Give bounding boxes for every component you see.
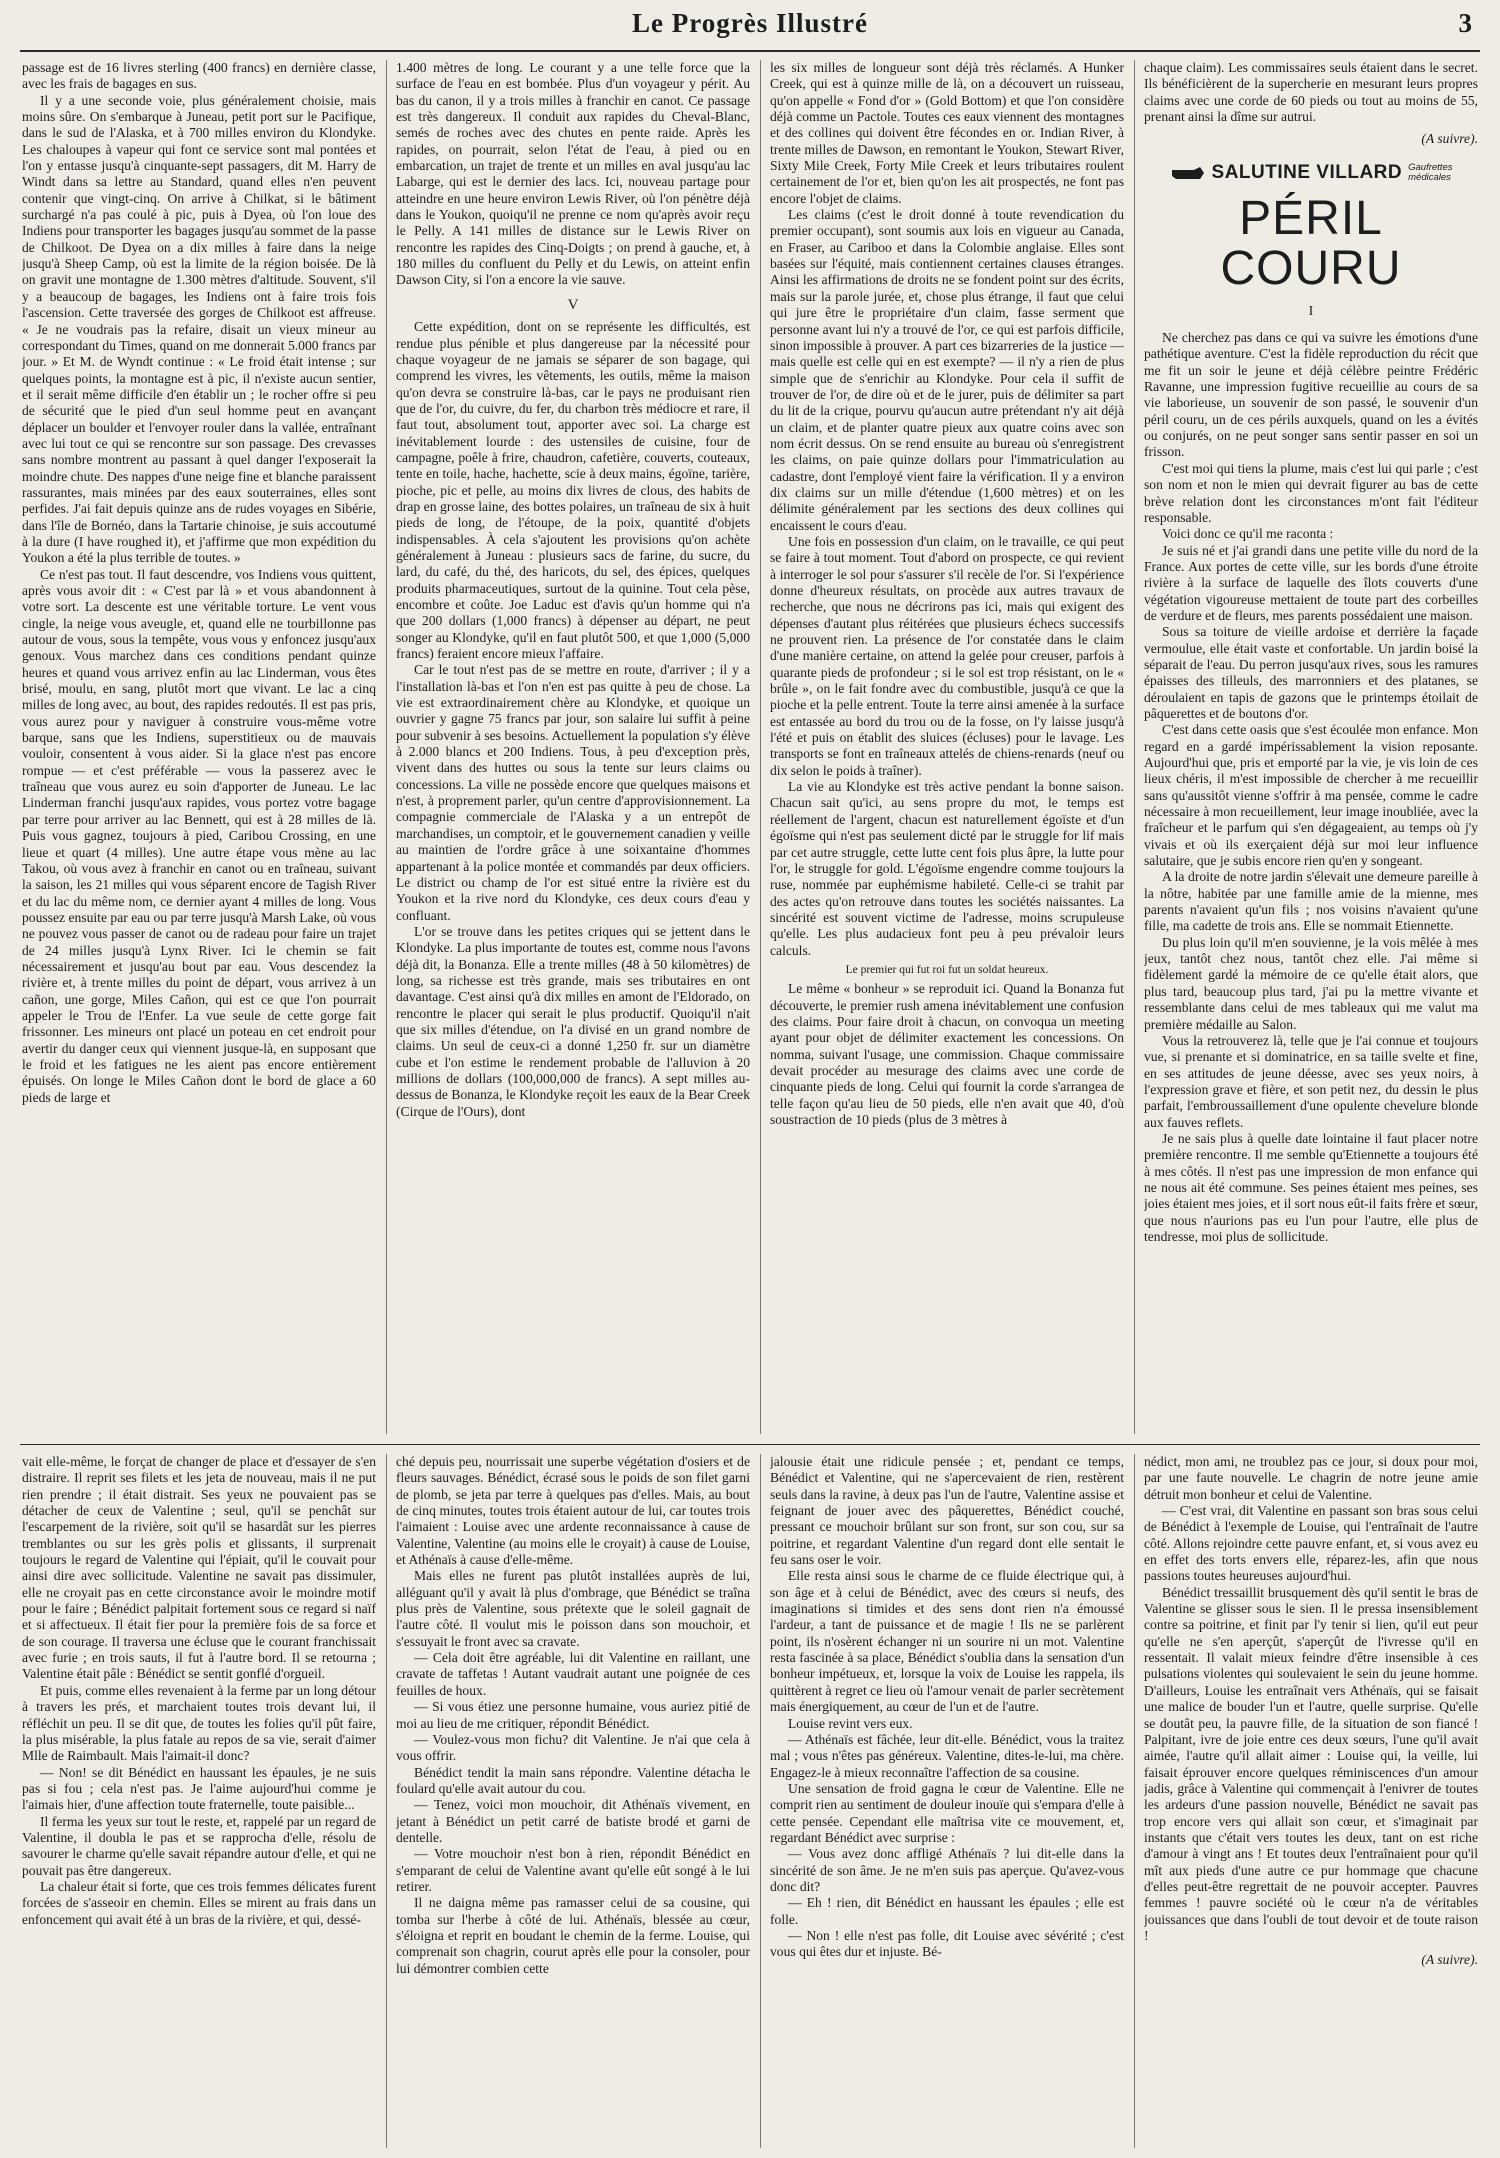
paragraph: Une fois en possession d'un claim, on le travaille, ce qui peut se faire à tout moment. Tout d'abord on prospecte, ce qui revient à interroger le sol pour s'assurer s'il recèle de l'or. Si l'expérience donne d'heureux résultats, on procède aux autres travaux de recherche, que nous ne décrirons pas ici, mais qui exigent des dépenses d'autant plus réitérées que plusieurs échecs successifs ne prouvent rien. La présence de l'or constatée dans le claim d'une manière certaine, on attend la gelée pour creuser, parfois à quarante pieds de profondeur ; si le sol est trop résistant, on le « brûle », on le fait fondre avec du combustible, jusqu'à ce que la pioche et la pelle entrent. Toute la terre ainsi amenée à la surface est entassée au bord du trou ou de la fosse, on l'y laisse jusqu'à l'été et puis on établit des sluices (écluses) pour le lavage. Les transports se font en traîneaux attelés de chiens-renards (neuf ou dix selon le poids à traîner). [770,533,1124,778]
paragraph: Voici donc ce qu'il me raconta : [1162,526,1334,542]
paragraph: — Eh ! rien, dit Bénédict en haussant les épaules ; elle est folle. [770,1895,1124,1927]
serial-column-4 [1144,1454,1478,2148]
article-column-2 [396,60,750,1434]
chapter-number: I [1308,303,1314,319]
ad-tagline: Gaufrettes médicales [1408,161,1453,183]
paragraph: — Cela doit être agréable, lui dit Valentine en raillant, une cravate de taffetas ! Autant vaudrait autant une poignée de ces feuilles de houx. [396,1650,750,1698]
article-conclusion [1144,60,1478,125]
paragraph: Bénédict tendit la main sans répondre. Valentine détacha le foulard qu'elle avait autour du cou. [396,1764,750,1796]
paragraph: — Tenez, voici mon mouchoir, dit Athénaïs vivement, en jetant à Bénédict un petit carré de batiste brodé et garni de dentelle. [396,1797,750,1845]
paragraph: — Athénaïs est fâchée, leur dit-elle. Bénédict, vous la traitez mal ; vous n'êtes pas généreux. Valentine, dites-le-lui, ma chère. Engagez-le à mieux reconnaître l'affection de sa cousine. [770,1731,1124,1780]
paragraph: Louise revint vers eux. [788,1715,913,1731]
paragraph: Et puis, comme elles revenaient à la ferme par un long détour à travers les prés, et marchaient toutes trois devant lui, il réfléchit un peu. Il se dit que, de toutes les folies qu'il pût faire, la plus misérable, la plus fatale au repos de sa vie, serait d'aimer Mlle de Raimbault. Mais l'aimait-il donc? [22,1682,376,1764]
section-heading: V [567,296,579,313]
article-column-4 [1144,60,1478,1434]
article-column-3 [770,60,1124,1434]
column-divider [386,1454,387,2148]
ad-brand: SALUTINE VILLARD [1211,161,1403,183]
paragraph: C'est moi qui tiens la plume, mais c'est lui qui parle ; c'est son nom et non le mien qui devrait figurer au bas de cette brève relation dont les circonstances m'ont fait l'éditeur responsable. [1144,460,1478,525]
serial-column-3 [770,1454,1124,2148]
paragraph: Il ne daigna même pas ramasser celui de sa cousine, qui tomba sur l'herbe à côté de lui. Athénaïs, blessée au cœur, s'éloigna et reprit en boudant le chemin de la ferme. Louise, qui comprenait son chagrin, courut après elle pour la consoler, pour lui démontrer combien cette [396,1895,750,1976]
paragraph: Ne cherchez pas dans ce qui va suivre les émotions d'une pathétique aventure. C'est la fidèle reproduction du récit que me fit un soir le jeune et déjà célèbre peintre Frédéric Ravanne, une impression fugitive recueillie au cours de sa vie laborieuse, un souvenir de son passé, le souvenir d'un péril couru, un de ces périls auxquels, quand on les a évités ou conjurés, on ne peut songer sans sentir passer en soi un frisson. [1144,330,1478,460]
page-number: 3 [1458,8,1472,38]
paragraph: Une sensation de froid gagna le cœur de Valentine. Elle ne comprit rien au sentiment de douleur inouïe qui s'empara d'elle à cette pensée. Cependant elle maîtrisa vite ce mouvement, et, regardant Bénédict avec surprise : [770,1780,1124,1845]
paragraph: ché depuis peu, nourrissait une superbe végétation d'osiers et de fleurs sauvages. Bénédict, écrasé sous le poids de son filet garni de plomb, se jeta par terre à quelques pas d'elles. Mais, au bout de cinq minutes, toutes trois étaient autour de lui, car toutes trois l'aimaient : Louise avec une ardente reconnaissance à cause de Valentine, Valentine (au moins elle le croyait) à cause de Louise, et Athénaïs à cause d'elle-même. [396,1454,750,1568]
paragraph: Cette expédition, dont on se représente les difficultés, est rendue plus pénible et plus dangereuse par la nécessité pour chaque voyageur de ne jamais se séparer de son bagage, qui comprend les vivres, les vêtements, les outils, même la maison qu'on devra se construire là-bas, car le pays ne produisant rien que de l'or, du cuivre, du fer, du charbon très médiocre et rare, il faut tout, absolument tout, apporter avec soi. La charge est inévitablement lourde : des ustensiles de cuisine, four de campagne, poêle à frire, chaudron, cafetière, couverts, couteaux, tente en toile, hache, hachette, scie à deux mains, égoïne, tarière, pioche, pic et pelle, au moins dix livres de clous, des habits de drap en grosse laine, des bottes polaires, un traîneau de six à huit pieds de long, de l'étoupe, de la poix, quantité d'objets indispensables. À cela s'ajoutent les provisions qu'on achète généralement à Juneau : plusieurs sacs de farine, du sucre, du lard, du café, du thé, des haricots, du sel, des épices, quelques produits pharmaceutiques, surtout de la quinine. Tout cela pèse, encombre et coûte. Joe Laduc est d'avis qu'un homme qui n'a que 200 dollars (1,000 francs) à dépenser au départ, ne peut songer au Klondyke, qu'il en faut plutôt 500, et que 1,000 (5,000 francs) feraient encore mieux l'affaire. [396,319,750,662]
paragraph: Il ferma les yeux sur tout le reste, et, rappelé par un regard de Valentine, il doubla le pas et se rapprocha d'elle, résolu de savourer le charme qu'elle savait répandre autour d'elle, et qui ne pouvait pas être dangereux. [22,1813,376,1878]
column-divider [760,1454,761,2148]
paragraph: — Non ! elle n'est pas folle, dit Louise avec sévérité ; c'est vous qui êtes dur et injuste. Bé- [770,1927,1124,1960]
paragraph: — Votre mouchoir n'est bon à rien, répondit Bénédict en s'emparant de celui de Valentine avant qu'elle eût songé à le lui retirer. [396,1846,750,1894]
paragraph: Sous sa toiture de vieille ardoise et derrière la façade vermoulue, elle était vaste et confortable. Un jardin boisé la séparait de l'eau. Du perron jusqu'aux rives, sous les ramures épaisses des tilleuls, des marronniers et des platanes, se déroulaient en tapis de gazons que le printemps étoilait de pâquerettes et de boutons d'or. [1144,624,1478,721]
paragraph: — Si vous étiez une personne humaine, vous auriez pitié de moi au lieu de me critiquer, répondit Bénédict. [396,1699,750,1731]
paragraph: Je ne sais plus à quelle date lointaine il faut placer notre première rencontre. Il me semble qu'Etiennette a toujours été à mes côtés. Il n'est pas une impression de mon enfance qui ne nous ait été commune. Ses peines étaient mes peines, ses joies étaient mes joies, et il sort nous eût-il faits frère et sœur, que nous n'aurions pas eu l'un pour l'autre, elle plus de tendresse, moi plus de sollicitude. [1144,1130,1478,1244]
paragraph: L'or se trouve dans les petites criques qui se jettent dans le Klondyke. La plus importante de toutes est, comme nous l'avons déjà dit, la Bonanza. Elle a trente milles (48 à 50 kilomètres) de long, sa richesse est très grande, mais ses tributaires en ont davantage. C'est ainsi qu'à dix milles en amont de l'Eldorado, on rencontre le placer qui serait le plus productif. Quoiqu'il n'ait que six milles d'étendue, on l'a divisé en un grand nombre de claims. Un seul de ceux-ci a donné 1,250 fr. sur un diamètre cube et l'on estime le rendement probable de l'alluvion à 20 millions de dollars (100,000,000 de francs). A sept milles au-dessus de Bonanza, le Klondyke reçoit les eaux de la Bear Creek (Cirque de l'Ours), dont [396,923,750,1119]
column-divider [1134,1454,1135,2148]
masthead-title: Le Progrès Illustré [632,8,868,38]
paragraph: chaque claim). Les commissaires seuls étaient dans le secret. Ils bénéficièrent de la supercherie en mesurant leurs propres claims avec une corde de 60 pieds ou tout au moins de 55, prenant ainsi la dîme sur autrui. [1144,60,1478,125]
paragraph: Vous la retrouverez là, telle que je l'ai connue et toujours vue, si prenante et si dominatrice, en sa taille svelte et fine, en ses attitudes de jeune déesse, avec ses yeux noirs, à l'expression grave et fière, et son petit nez, du dessin le plus parfait, l'embroussaillement d'une opulente chevelure blonde aux fauves reflets. [1144,1032,1478,1130]
paragraph: — C'est vrai, dit Valentine en passant son bras sous celui de Bénédict à l'exemple de Louise, qui l'entraînait de l'autre côté. Allons rejoindre cette pauvre enfant, et, si vous avez eu en effet des torts envers elle, réparez-les, afin que nous passions toutes heureuses aujourd'hui. [1144,1503,1478,1584]
section-rule [20,1444,1480,1445]
serial-column-2 [396,1454,750,2148]
paragraph: La chaleur était si forte, que ces trois femmes délicates furent forcées de s'asseoir en chemin. Elles se mirent au frais dans un enfoncement qui avait été à un bras de la rivière, et qui, dessé- [22,1878,376,1927]
paragraph: Du plus loin qu'il m'en souvienne, je la vois mêlée à mes jeux, tantôt chez nous, tantôt chez elle. J'ai même si fidèlement gardé la mémoire de ce qu'elle était alors, que plus tard, beaucoup plus tard, j'ai pu la mettre vivante et ressemblante dans celui de mes tableaux qui me valut ma première médaille au Salon. [1144,934,1478,1032]
paragraph: Il y a une seconde voie, plus généralement choisie, mais moins sûre. On s'embarque à Juneau, petit port sur le Pacifique, dans le sud de l'Alaska, et à 700 milles environ du Klondyke. Les chaloupes à vapeur qui font ce service sont mal pontées et l'on y entasse jusqu'à cinquante-sept passagers, dit M. Harry de Windt dans sa lettre au Standard, quand elles n'en peuvent contenir que vingt-cinq. On arrive à Chilkat, si le bâtiment surchargé n'a pas coulé à pic, puis à Dyea, où l'on loue des Indiens pour transporter les bagages jusqu'au sommet de la passe de Chilkoot. De Dyea on a dix milles à faire dans la neige jusqu'à Sheep Camp, où est la limite de la région boisée. De là on gravit une montagne de 1.300 mètres d'altitude. Souvent, s'il y a beaucoup de bagages, les Indiens ont à faire trois fois l'ascension. Cette traversée des gorges de Chilkoot est affreuse. « Je ne voudrais pas la refaire, disait un vieux mineur au correspondant du Times, quand on me donnerait 5.000 francs par jour. » Et M. de Wyndt continue : « Le froid était intense ; sur quelques points, la montagne est à pic, il n'existe aucun sentier, et il serait même difficile d'en établir un ; le rocher offre si peu de sécurité que le pied d'un seul homme peut en avançant déplacer un boulder et l'envoyer rouler dans la vallée, entraînant avec lui tout ce qui se rencontre sur son passage. Des crevasses sans nombre montrent au passant à quel danger l'exposerait la moindre chute. Des nappes d'une neige fine et blanche paraissent rassurantes, mais minées par des eaux souterraines, elles sont perfides. J'ai fait depuis quinze ans de rudes voyages en Sibérie, dans l'île de Bornéo, dans la Tartarie chinoise, je suis accoutumé à la dure (I have roughed it), et j'affirme que mon expédition du Youkon a été la plus terrible de toutes. » [22,92,376,566]
paragraph: Elle resta ainsi sous le charme de ce fluide électrique qui, à son âge et à celui de Bénédict, avec des cœurs si neufs, des imaginations si timides et des sens dont rien n'a émoussé l'ardeur, a tant de puissance et de magie ! Ils ne se parlèrent point, ils n'osèrent échanger ni un sourire ni un mot. Valentine resta fascinée à sa place, Bénédict s'oublia dans la sensation d'un bonheur impétueux, et, lorsque la voix de Louise les rappela, ils quittèrent à regret ce lieu où l'amour venait de parler secrètement mais énergiquement, au cœur de l'un et de l'autre. [770,1568,1124,1715]
paragraph: jalousie était une ridicule pensée ; et, pendant ce temps, Bénédict et Valentine, qui ne s'apercevaient de rien, restèrent seuls dans la ravine, à deux pas l'un de l'autre, Valentine assise et feignant de jouer avec des pâquerettes, Bénédict couché, pressant ce mouchoir brûlant sur son front, sur son cou, sur sa poitrine, et regardant Valentine d'un regard dont elle sentait le feu sans oser le voir. [770,1454,1124,1568]
article-column-1 [22,60,376,1434]
column-divider [386,60,387,1434]
story-text [1144,330,1478,1245]
advertisement [1144,158,1478,188]
masthead [20,0,1480,44]
paragraph: passage est de 16 livres sterling (400 francs) en dernière classe, avec les frais de bagages en sus. [22,60,376,92]
column-divider [1134,60,1135,1434]
serial-text [1144,1454,1478,1944]
pointing-hand-icon [1170,164,1206,182]
paragraph: nédict, mon ami, ne troublez pas ce jour, si doux pour moi, par une faute nouvelle. Le chagrin de notre jeune amie détruit mon bonheur et celui de Valentine. [1144,1454,1478,1502]
paragraph: Le même « bonheur » se reproduit ici. Quand la Bonanza fut découverte, le premier rush amena inévitablement une confusion des claims. Pour faire droit à chacun, on convoqua un meeting ayant pour objet de délimiter exactement les concessions. On nomma, suivant l'usage, une commission. Chaque commissaire devait procéder au mesurage des claims avec une corde de cinquante pieds de long. Celui qui fournit la corde s'arrangea de telle façon qu'au lieu de 50 pieds, elle n'en avait que 40, d'où soustraction de 10 pieds (plus de 3 mètres à [770,981,1124,1127]
paragraph: Bénédict tressaillit brusquement dès qu'il sentit le bras de Valentine se glisser sous le sien. Il le pressa insensiblement contre sa poitrine, et finit par l'y tenir si lien, qu'il eut peur qu'elle ne s'en aperçût, s'aperçût de l'ivresse qu'il en ressentait. Il valait mieux feindre d'être insensible à ces pulsations violentes qui soulevaient le sein du jeune homme. D'ailleurs, Louise les entraînait vers Athénaïs, qui se faisait une malice de bouder l'un et l'autre, quelle surprise. Qu'elle se doutât peu, la pauvre fille, de la situation de son fiancé ! Palpitant, ivre de joie entre ces deux sœurs, l'une qu'il avait aimée, l'autre qu'il allait aimer : Louise qui, la veille, lui faisait éprouver encore quelques réminiscences d'un amour jadis, grâce à Valentine qui commençait à l'enivrer de toutes les ardeurs d'une passion nouvelle, Bénédict ne savait pas trop encore vers qui allait son cœur, et s'imaginait par instants que c'était vers toutes les deux, tant on est riche d'amour à vingt ans ! Et toutes deux l'entraînaient pour qu'il mît aux pieds d'une autre ce pur hommage que chacune d'elles peut-être regrettait de ne pouvoir accepter. Pauvres femmes ! pauvre société où le cœur n'a de véritables jouissances que dans l'oubli de tout devoir et de toute raison ! [1144,1584,1478,1943]
paragraph: Mais elles ne furent pas plutôt installées auprès de lui, alléguant qu'il y avait là plus d'ombrage, que Bénédict se traîna plus près de Valentine, sous prétexte que le soleil gagnait de l'autre côté. Il voulut mis le poisson dans son mouchoir, et s'essuyait le front avec sa cravate. [396,1568,750,1649]
paragraph: — Voulez-vous mon fichu? dit Valentine. Je n'ai que cela à vous offrir. [396,1731,750,1764]
paragraph: Je suis né et j'ai grandi dans une petite ville du nord de la France. Aux portes de cette ville, sur les bords d'une étroite rivière à la surface de laquelle des îlots couverts d'une végétation vigoureuse mettaient de toute part des corbeilles de verdure et de fleurs, mes parents possédaient une maison. [1144,542,1478,623]
masthead-rule [20,50,1480,52]
serial-column-1 [22,1454,376,2148]
paragraph: Les claims (c'est le droit donné à toute revendication du premier occupant), sont soumis aux lois en vigueur au Canada, en Fraser, au Cariboo et dans la Colombie anglaise. Elles sont basées sur l'équité, mais contiennent certaines clauses étranges. Ainsi les affirmations de droits ne se fondent point sur des écrits, mais sur la parole jurée, et, chose plus étrange, il faut que celui qui jure être le propriétaire d'un claim, fasse serment que personne avant lui n'y a trouvé de l'or, ce qui est parfois difficile, sinon impossible à prouver. A part ces bizarreries de la justice — mais quelle est celle qui en est exempte? — il n'y a rien de plus simple que de s'enrichir au Klondyke. Pour cela il suffit de trouver de l'or, de dire où et de le jurer, puis de délimiter sa part du lit de la crique, pourvu qu'aucun autre prétendant n'y ait déjà un claim, et de planter quatre pieux aux quatre coins avec son nom écrit dessus. On se rend ensuite au bureau où s'enregistrent les claims, on paie quinze dollars pour l'immatriculation au cadastre, dont l'employé vient faire la vérification. Il y a environ dix claims sur un mille d'étendue (1,600 mètres) et on les délimite généralement par les sections des deux collines qui encaissent le cours d'eau. [770,207,1124,533]
paragraph: vait elle-même, le forçat de changer de place et d'essayer de s'en distraire. Il reprit ses filets et les jeta de nouveau, mais il ne put rien prendre ; il était distrait. Ses yeux ne pouvaient pas se détacher de ceux de Valentine ; seul, qu'il se penchât sur l'escarpement de la rivière, soit qu'il se hasardât sur les pierres tremblantes ou sur les grès polis et glissants, il surprenait toujours le regard de Valentine qui l'épiait, qu'il le couvait pour ainsi dire avec sollicitude. Valentine ne savait pas dissimuler, elle ne croyait pas en cette circonstance avoir le moindre motif pour le faire ; Bénédict palpitait fortement sous ce regard si naïf et si affectueux. Il était fier pour la première fois de sa force et de son courage. Il traversa une écluse que le courant franchissait avec furie ; en trois sauts, il fut à l'autre bord. Il se retourna ; Valentine était pâle : Bénédict se sentit gonflé d'orgueil. [22,1454,376,1682]
paragraph: Car le tout n'est pas de se mettre en route, d'arriver ; il y a l'installation là-bas et l'on n'en est pas quitte à peu de chose. La vie est extraordinairement chère au Klondyke, et quoique un ouvrier y gagne 75 francs par jour, son salaire lui suffit à peine pour subvenir à ses besoins. Actuellement la population s'y élève à 2.000 blancs et 200 Indiens. Tous, à peu d'exception près, vivent dans des huttes ou sous la tente sur leurs claims ou concessions. La ville ne possède encore que quelques maisons et n'est, à proprement parler, qu'un centre d'approvisionnement. La compagnie commerciale de l'Alaska y a un entrepôt de marchandises, un comptoir, et le gouvernement canadien y veille au maintien de l'ordre grâce à une soixantaine d'hommes appartenant à la police montée et commandés par deux officiers. Le district ou champ de l'or est situé entre la rivière est du Youkon et la rive nord du Klondyke, ces deux cours d'eau y confluant. [396,662,750,923]
paragraph: — Vous avez donc affligé Athénaïs ? lui dit-elle dans la sincérité de son âme. Je ne m'en suis pas aperçue. Qu'avez-vous donc dit? [770,1846,1124,1894]
to-be-continued: (A suivre). [1421,1952,1478,1968]
paragraph: La vie au Klondyke est très active pendant la bonne saison. Chacun sait qu'ici, au sens propre du mot, le temps est réellement de l'argent, chacun est naturellement égoïste et d'un égoïsme qui n'est pas seulement dicté par le struggle for lif mais par cet autre struggle, cette lutte cent fois plus âpre, la lutte pour l'or, le struggle for gold. L'égoïsme engendre comme toujours la ruse, nommée par euphémisme habileté. Celle-ci se trahit par des actes qu'on retrouve dans toutes les sociétés naissantes. La sincérité est souvent victime de l'adresse, moins scrupuleuse qu'elle. Les plus audacieux font peu à peu prévaloir leurs calculs. [770,779,1124,958]
paragraph: — Non! se dit Bénédict en haussant les épaules, je ne suis pas si fou ; cela n'est pas. Je l'aime aujourd'hui comme je l'aimais hier, d'une affection toute fraternelle, toute paisible... [22,1764,376,1813]
paragraph: les six milles de longueur sont déjà très réclamés. A Hunker Creek, qui est à quinze mille de là, on a découvert un ruisseau, qu'on appelle « Fond d'or » (Gold Bottom) et que l'on considère déjà comme un Pactole. Toutes ces eaux viennent des montagnes et des collines qui doivent être fécondes en or. Indian River, à trente milles de Dawson, en remontant le Youkon, Stewart River, Sixty Mile Creek, Forty Mile Creek et leurs tributaires roulent certainement de l'or et, bien qu'on les ait prospectés, ne font pas encore l'objet de claims. [770,60,1124,206]
paragraph: Ce n'est pas tout. Il faut descendre, vos Indiens vous quittent, après vous avoir dit : « C'est par là » et vous abandonnent à votre sort. La descente est une véritable torture. Le vent vous cingle, la neige vous aveugle, et, quand elle ne tourbillonne pas autour de vous, sous la tempête, vous vous y enfoncez jusqu'aux genoux. Vous marchez dans ces conditions pendant quinze heures et quand vous arrivez enfin au lac Linderman, vous êtes brisé, moulu, en sang, plutôt mort que vivant. Le lac a cinq milles de long avec, au bout, des rapides redoutés. Il est pas pris, vous aurez pour y naviguer à construire vous-même votre barque, sans que les Indiens, superstitieux ou de mauvais vouloir, consentent à vous aider. Si la glace n'est pas encore rompue — et c'est préférable — vous la passerez avec le traîneau que vous aurez eu soin d'apporter de Juneau. Le lac Linderman franchi jusqu'aux rapides, vous portez votre bagage par terre pour arriver au lac Bennett, qui est à 28 milles de là. Puis vous gagnez, toujours à pied, Caribou Crossing, en une lieue et quart (4 milles). Une autre étape vous mène au lac Takou, où vous avez à franchir en canot ou en traîneau, suivant la saison, les 21 milles qui vous séparent encore de Tagish River et du lac du même nom, ce dernier ayant 4 milles de long. Vous poussez ensuite par eau ou par terre jusqu'à Marsh Lake, où vous ne pouvez vous passer de canot ou de radeau pour faire un trajet de 24 milles jusqu'à Lynx River. Ici le chemin se fait nécessairement et jusqu'au bout par eau. Vous descendez la rivière et, à trente milles du point de départ, vous arrivez à un cañon, une gorge, Miles Cañon, qui est ce que l'on pourrait appeler le Trou de l'Enfer. La vue seule de cette gorge fait frissonner. Les mineurs ont placé un poteau en cet endroit pour avertir du danger ceux qui viennent jusque-là, en supposant que le froid et les fatigues ne les aient pas encore entièrement épuisés. On longe le Miles Cañon dont le bord de glace a 60 pieds de large et [22,566,376,1105]
story-title: PÉRIL COURU [1220,191,1402,295]
to-be-continued: (A suivre). [1421,131,1478,147]
paragraph: 1.400 mètres de long. Le courant y a une telle force que la surface de l'eau en est bombée. Plus d'un voyageur y périt. Au bas du canon, il y a trois milles à franchir en canot. Ce passage est très dangereux. Il conduit aux rapides du Cheval-Blanc, semés de roches avec des chutes en pente raide. Après les rapides, on pourrait, selon l'état de l'eau, à pied ou en embarcation, un trajet de trente et un milles en aval jusqu'au lac Labarge, qui est le dernier des lacs. Ici, nouveau partage pour atteindre en une heure environ Lewis River, où l'on pénètre déjà dans le Youkon, quoiqu'il ne prenne ce nom qu'après avoir reçu le Pelly. A 141 milles de distance sur le Lewis River on rencontre les rapides des Cinq-Doigts ; on prend à gauche, et, à 180 milles du confluent du Pelly et du Lewis, on atteint enfin Dawson City, si l'on a encore la vie sauve. [396,60,750,288]
paragraph: C'est dans cette oasis que s'est écoulée mon enfance. Mon regard en a gardé impérissablement la vision reposante. Aujourd'hui que, pris et emporté par la vie, je vis loin de ces lieux chéris, il m'est impossible de chercher à me recueillir sans qu'aussitôt vienne s'offrir à ma pensée, comme le cadre nécessaire à mon recueillement, leur image inoubliée, avec la fraîcheur et le parfum qui s'en dégageaient, au temps où j'y vivais et où ils exerçaient déjà sur moi leur influence salutaire, que je subis encore rien qu'en y songeant. [1144,722,1478,869]
paragraph: A la droite de notre jardin s'élevait une demeure pareille à la nôtre, habitée par une famille amie de la mienne, mes parents n'avaient qu'un fils ; nos voisins n'avaient qu'une fille, ma cadette de trois ans. Elle se nommait Etiennette. [1144,869,1478,934]
caption: Le premier qui fut roi fut un soldat heureux. [845,963,1049,976]
column-divider [760,60,761,1434]
